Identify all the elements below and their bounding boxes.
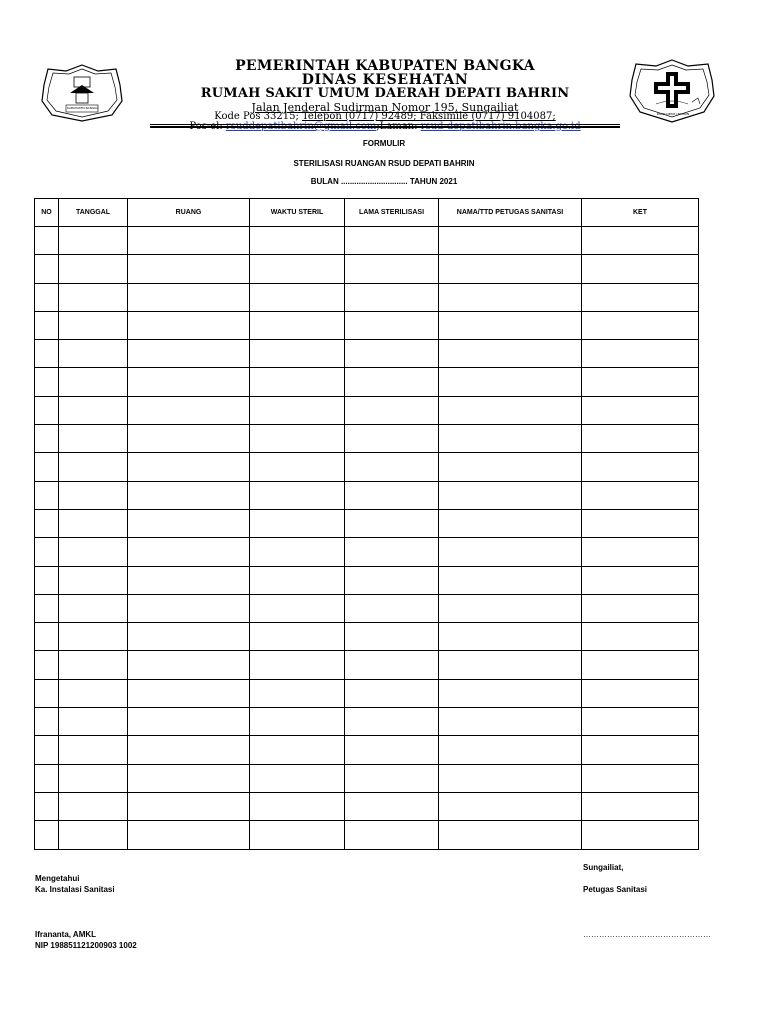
cell-remarks[interactable]: [582, 509, 699, 537]
cell-no[interactable]: [35, 227, 59, 255]
cell-room[interactable]: [128, 651, 250, 679]
cell-sterilization-time[interactable]: [250, 566, 345, 594]
cell-sterilization-duration[interactable]: [345, 651, 439, 679]
cell-officer-signature[interactable]: [439, 538, 582, 566]
cell-sterilization-duration[interactable]: [345, 764, 439, 792]
cell-officer-signature[interactable]: [439, 708, 582, 736]
cell-remarks[interactable]: [582, 679, 699, 707]
government-name: PEMERINTAH KABUPATEN BANGKA: [235, 58, 535, 74]
cell-sterilization-duration[interactable]: [345, 566, 439, 594]
kabupaten-bangka-emblem: [40, 63, 124, 123]
postal-code-text: Kode Pos 33215;: [214, 111, 303, 122]
cell-sterilization-duration[interactable]: [345, 425, 439, 453]
table-row: [35, 566, 699, 594]
cell-officer-signature[interactable]: [439, 453, 582, 481]
email-link[interactable]: rsuddepatibahrin@gmail.com: [225, 121, 377, 132]
col-header-remarks: KET: [582, 199, 699, 227]
cell-date[interactable]: [59, 509, 128, 537]
cell-officer-signature[interactable]: [439, 509, 582, 537]
cell-officer-signature[interactable]: [439, 566, 582, 594]
website-link[interactable]: rsud-depatibahrin.bangka.go.id: [420, 121, 581, 132]
table-row: [35, 736, 699, 764]
table-row: [35, 538, 699, 566]
cell-date[interactable]: [59, 340, 128, 368]
cell-officer-signature[interactable]: [439, 368, 582, 396]
cell-sterilization-duration[interactable]: [345, 623, 439, 651]
cell-sterilization-time[interactable]: [250, 481, 345, 509]
cell-sterilization-time[interactable]: [250, 255, 345, 283]
cell-remarks[interactable]: [582, 538, 699, 566]
cell-date[interactable]: [59, 368, 128, 396]
cell-officer-signature[interactable]: [439, 425, 582, 453]
cell-no[interactable]: [35, 594, 59, 622]
table-row: [35, 255, 699, 283]
cell-remarks[interactable]: [582, 396, 699, 424]
cell-no[interactable]: [35, 425, 59, 453]
cell-no[interactable]: [35, 311, 59, 339]
cell-sterilization-time[interactable]: [250, 594, 345, 622]
cell-sterilization-duration[interactable]: [345, 396, 439, 424]
table-row: [35, 311, 699, 339]
cell-no[interactable]: [35, 368, 59, 396]
table-row: [35, 509, 699, 537]
cell-sterilization-time[interactable]: [250, 283, 345, 311]
cell-sterilization-duration[interactable]: [345, 538, 439, 566]
form-subject: STERILISASI RUANGAN RSUD DEPATI BAHRIN: [293, 159, 475, 168]
cell-room[interactable]: [128, 736, 250, 764]
cell-remarks[interactable]: [582, 283, 699, 311]
cell-sterilization-time[interactable]: [250, 708, 345, 736]
table-header-row: [35, 199, 699, 227]
cell-officer-signature[interactable]: [439, 792, 582, 820]
col-header-officer-signature: NAMA/TTD PETUGAS SANITASI: [439, 199, 582, 227]
cell-date[interactable]: [59, 792, 128, 820]
form-title: FORMULIR: [362, 139, 406, 148]
cell-officer-signature[interactable]: [439, 311, 582, 339]
logo-left-caption: KABUPATEN BANGKA: [67, 106, 99, 110]
department-name: DINAS KESEHATAN: [301, 72, 469, 88]
cell-room[interactable]: [128, 425, 250, 453]
cell-date[interactable]: [59, 736, 128, 764]
cell-room[interactable]: [128, 594, 250, 622]
cell-room[interactable]: [128, 538, 250, 566]
cell-officer-signature[interactable]: [439, 283, 582, 311]
cell-room[interactable]: [128, 396, 250, 424]
cell-remarks[interactable]: [582, 651, 699, 679]
cell-remarks[interactable]: [582, 311, 699, 339]
cell-no[interactable]: [35, 255, 59, 283]
cell-remarks[interactable]: [582, 594, 699, 622]
cell-room[interactable]: [128, 679, 250, 707]
cell-officer-signature[interactable]: [439, 623, 582, 651]
col-header-room: RUANG: [128, 199, 250, 227]
table-row: [35, 283, 699, 311]
cell-sterilization-time[interactable]: [250, 679, 345, 707]
cell-sterilization-duration[interactable]: [345, 708, 439, 736]
cell-date[interactable]: [59, 623, 128, 651]
cell-remarks[interactable]: [582, 736, 699, 764]
cell-no[interactable]: [35, 708, 59, 736]
head-name: Ifrananta, AMKL: [35, 930, 97, 939]
officer-signature-line: …………………………………………: [583, 930, 711, 939]
cell-room[interactable]: [128, 821, 250, 849]
cell-room[interactable]: [128, 227, 250, 255]
cell-date[interactable]: [59, 679, 128, 707]
cell-date[interactable]: [59, 453, 128, 481]
sterilization-log-table: [34, 198, 699, 850]
cell-room[interactable]: [128, 255, 250, 283]
cell-remarks[interactable]: [582, 368, 699, 396]
cell-sterilization-time[interactable]: [250, 764, 345, 792]
cell-no[interactable]: [35, 340, 59, 368]
cell-no[interactable]: [35, 821, 59, 849]
cell-date[interactable]: [59, 764, 128, 792]
cell-sterilization-duration[interactable]: [345, 283, 439, 311]
col-header-no: NO: [35, 199, 59, 227]
table-row: [35, 396, 699, 424]
cell-sterilization-time[interactable]: [250, 227, 345, 255]
cell-date[interactable]: [59, 283, 128, 311]
acknowledged-label: Mengetahui: [35, 874, 80, 883]
col-header-date: TANGGAL: [59, 199, 128, 227]
cell-sterilization-time[interactable]: [250, 821, 345, 849]
cell-date[interactable]: [59, 566, 128, 594]
cell-sterilization-time[interactable]: [250, 623, 345, 651]
cell-room[interactable]: [128, 708, 250, 736]
cell-room[interactable]: [128, 509, 250, 537]
cell-remarks[interactable]: [582, 425, 699, 453]
table-row: [35, 368, 699, 396]
cell-remarks[interactable]: [582, 623, 699, 651]
cell-sterilization-duration[interactable]: [345, 509, 439, 537]
cell-remarks[interactable]: [582, 821, 699, 849]
table-row: [35, 481, 699, 509]
cell-no[interactable]: [35, 566, 59, 594]
table-body: [35, 227, 699, 850]
cell-sterilization-time[interactable]: [250, 425, 345, 453]
cell-remarks[interactable]: [582, 453, 699, 481]
cell-sterilization-duration[interactable]: [345, 481, 439, 509]
cell-date[interactable]: [59, 651, 128, 679]
cell-remarks[interactable]: [582, 255, 699, 283]
cell-date[interactable]: [59, 481, 128, 509]
cell-no[interactable]: [35, 651, 59, 679]
cell-sterilization-duration[interactable]: [345, 453, 439, 481]
cell-date[interactable]: [59, 396, 128, 424]
cell-no[interactable]: [35, 623, 59, 651]
cell-officer-signature[interactable]: [439, 764, 582, 792]
cell-remarks[interactable]: [582, 481, 699, 509]
cell-no[interactable]: [35, 453, 59, 481]
cell-room[interactable]: [128, 566, 250, 594]
cell-sterilization-duration[interactable]: [345, 594, 439, 622]
table-row: [35, 821, 699, 849]
col-header-sterilization-time: WAKTU STERIL: [250, 199, 345, 227]
officer-role-label: Petugas Sanitasi: [583, 885, 648, 894]
cell-remarks[interactable]: [582, 708, 699, 736]
cell-room[interactable]: [128, 481, 250, 509]
cell-sterilization-duration[interactable]: [345, 368, 439, 396]
cell-room[interactable]: [128, 340, 250, 368]
cell-room[interactable]: [128, 764, 250, 792]
cell-officer-signature[interactable]: [439, 736, 582, 764]
cell-officer-signature[interactable]: [439, 679, 582, 707]
cell-remarks[interactable]: [582, 792, 699, 820]
cell-date[interactable]: [59, 425, 128, 453]
cell-date[interactable]: [59, 538, 128, 566]
cell-no[interactable]: [35, 509, 59, 537]
address-text: Jalan Jenderal Sudirman Nomor 195, Sungailiat: [251, 101, 519, 114]
cell-room[interactable]: [128, 623, 250, 651]
table-row: [35, 453, 699, 481]
table-row: [35, 792, 699, 820]
cell-no[interactable]: [35, 481, 59, 509]
cell-sterilization-time[interactable]: [250, 509, 345, 537]
cell-officer-signature[interactable]: [439, 594, 582, 622]
cell-no[interactable]: [35, 792, 59, 820]
table-row: [35, 340, 699, 368]
cell-sterilization-time[interactable]: [250, 792, 345, 820]
cell-sterilization-duration[interactable]: [345, 821, 439, 849]
col-header-sterilization-duration: LAMA STERILISASI: [345, 199, 439, 227]
cell-sterilization-time[interactable]: [250, 368, 345, 396]
cell-sterilization-time[interactable]: [250, 651, 345, 679]
cell-sterilization-duration[interactable]: [345, 736, 439, 764]
signing-place: Sungailiat,: [583, 863, 624, 872]
cell-sterilization-duration[interactable]: [345, 227, 439, 255]
cell-officer-signature[interactable]: [439, 821, 582, 849]
logo-right-caption: RSUD DEPATI BAHRIN: [656, 112, 690, 116]
cell-officer-signature[interactable]: [439, 227, 582, 255]
cell-sterilization-duration[interactable]: [345, 679, 439, 707]
cell-sterilization-time[interactable]: [250, 736, 345, 764]
cell-date[interactable]: [59, 255, 128, 283]
cell-no[interactable]: [35, 736, 59, 764]
cell-date[interactable]: [59, 708, 128, 736]
letterhead-rule-thin: [150, 124, 620, 125]
cell-remarks[interactable]: [582, 227, 699, 255]
cell-remarks[interactable]: [582, 764, 699, 792]
table-row: [35, 594, 699, 622]
cell-sterilization-duration[interactable]: [345, 311, 439, 339]
cell-remarks[interactable]: [582, 340, 699, 368]
cell-room[interactable]: [128, 311, 250, 339]
cell-sterilization-time[interactable]: [250, 340, 345, 368]
table-row: [35, 679, 699, 707]
cell-room[interactable]: [128, 283, 250, 311]
head-role-label: Ka. Instalasi Sanitasi: [35, 885, 115, 894]
cell-room[interactable]: [128, 453, 250, 481]
cell-no[interactable]: [35, 764, 59, 792]
table-row: [35, 651, 699, 679]
cell-date[interactable]: [59, 821, 128, 849]
head-nip: NIP 198851121200903 1002: [35, 941, 137, 950]
table-row: [35, 425, 699, 453]
table-row: [35, 764, 699, 792]
cell-sterilization-time[interactable]: [250, 453, 345, 481]
phone-fax-text: Telepon (0717) 92489; Faksimile (0717) 9104087;: [302, 111, 556, 122]
cell-no[interactable]: [35, 538, 59, 566]
cell-sterilization-duration[interactable]: [345, 792, 439, 820]
cell-sterilization-duration[interactable]: [345, 255, 439, 283]
cell-no[interactable]: [35, 396, 59, 424]
table-row: [35, 227, 699, 255]
cell-officer-signature[interactable]: [439, 481, 582, 509]
cell-date[interactable]: [59, 594, 128, 622]
cell-remarks[interactable]: [582, 566, 699, 594]
cell-officer-signature[interactable]: [439, 396, 582, 424]
table-row: [35, 708, 699, 736]
cell-sterilization-time[interactable]: [250, 538, 345, 566]
cell-room[interactable]: [128, 368, 250, 396]
cell-officer-signature[interactable]: [439, 651, 582, 679]
hospital-name: RUMAH SAKIT UMUM DAERAH DEPATI BAHRIN: [200, 86, 570, 101]
cell-date[interactable]: [59, 311, 128, 339]
cell-sterilization-time[interactable]: [250, 311, 345, 339]
cell-room[interactable]: [128, 792, 250, 820]
form-period: BULAN .............................. TAHUN 2021: [310, 177, 458, 186]
cell-sterilization-duration[interactable]: [345, 340, 439, 368]
table-row: [35, 623, 699, 651]
cell-officer-signature[interactable]: [439, 340, 582, 368]
cell-no[interactable]: [35, 679, 59, 707]
email-label: Pos-el:: [189, 121, 226, 132]
cell-date[interactable]: [59, 227, 128, 255]
cell-officer-signature[interactable]: [439, 255, 582, 283]
letterhead-rule-thick: [150, 126, 620, 128]
web-label: ;Laman:: [376, 121, 421, 132]
cell-no[interactable]: [35, 283, 59, 311]
cell-sterilization-time[interactable]: [250, 396, 345, 424]
